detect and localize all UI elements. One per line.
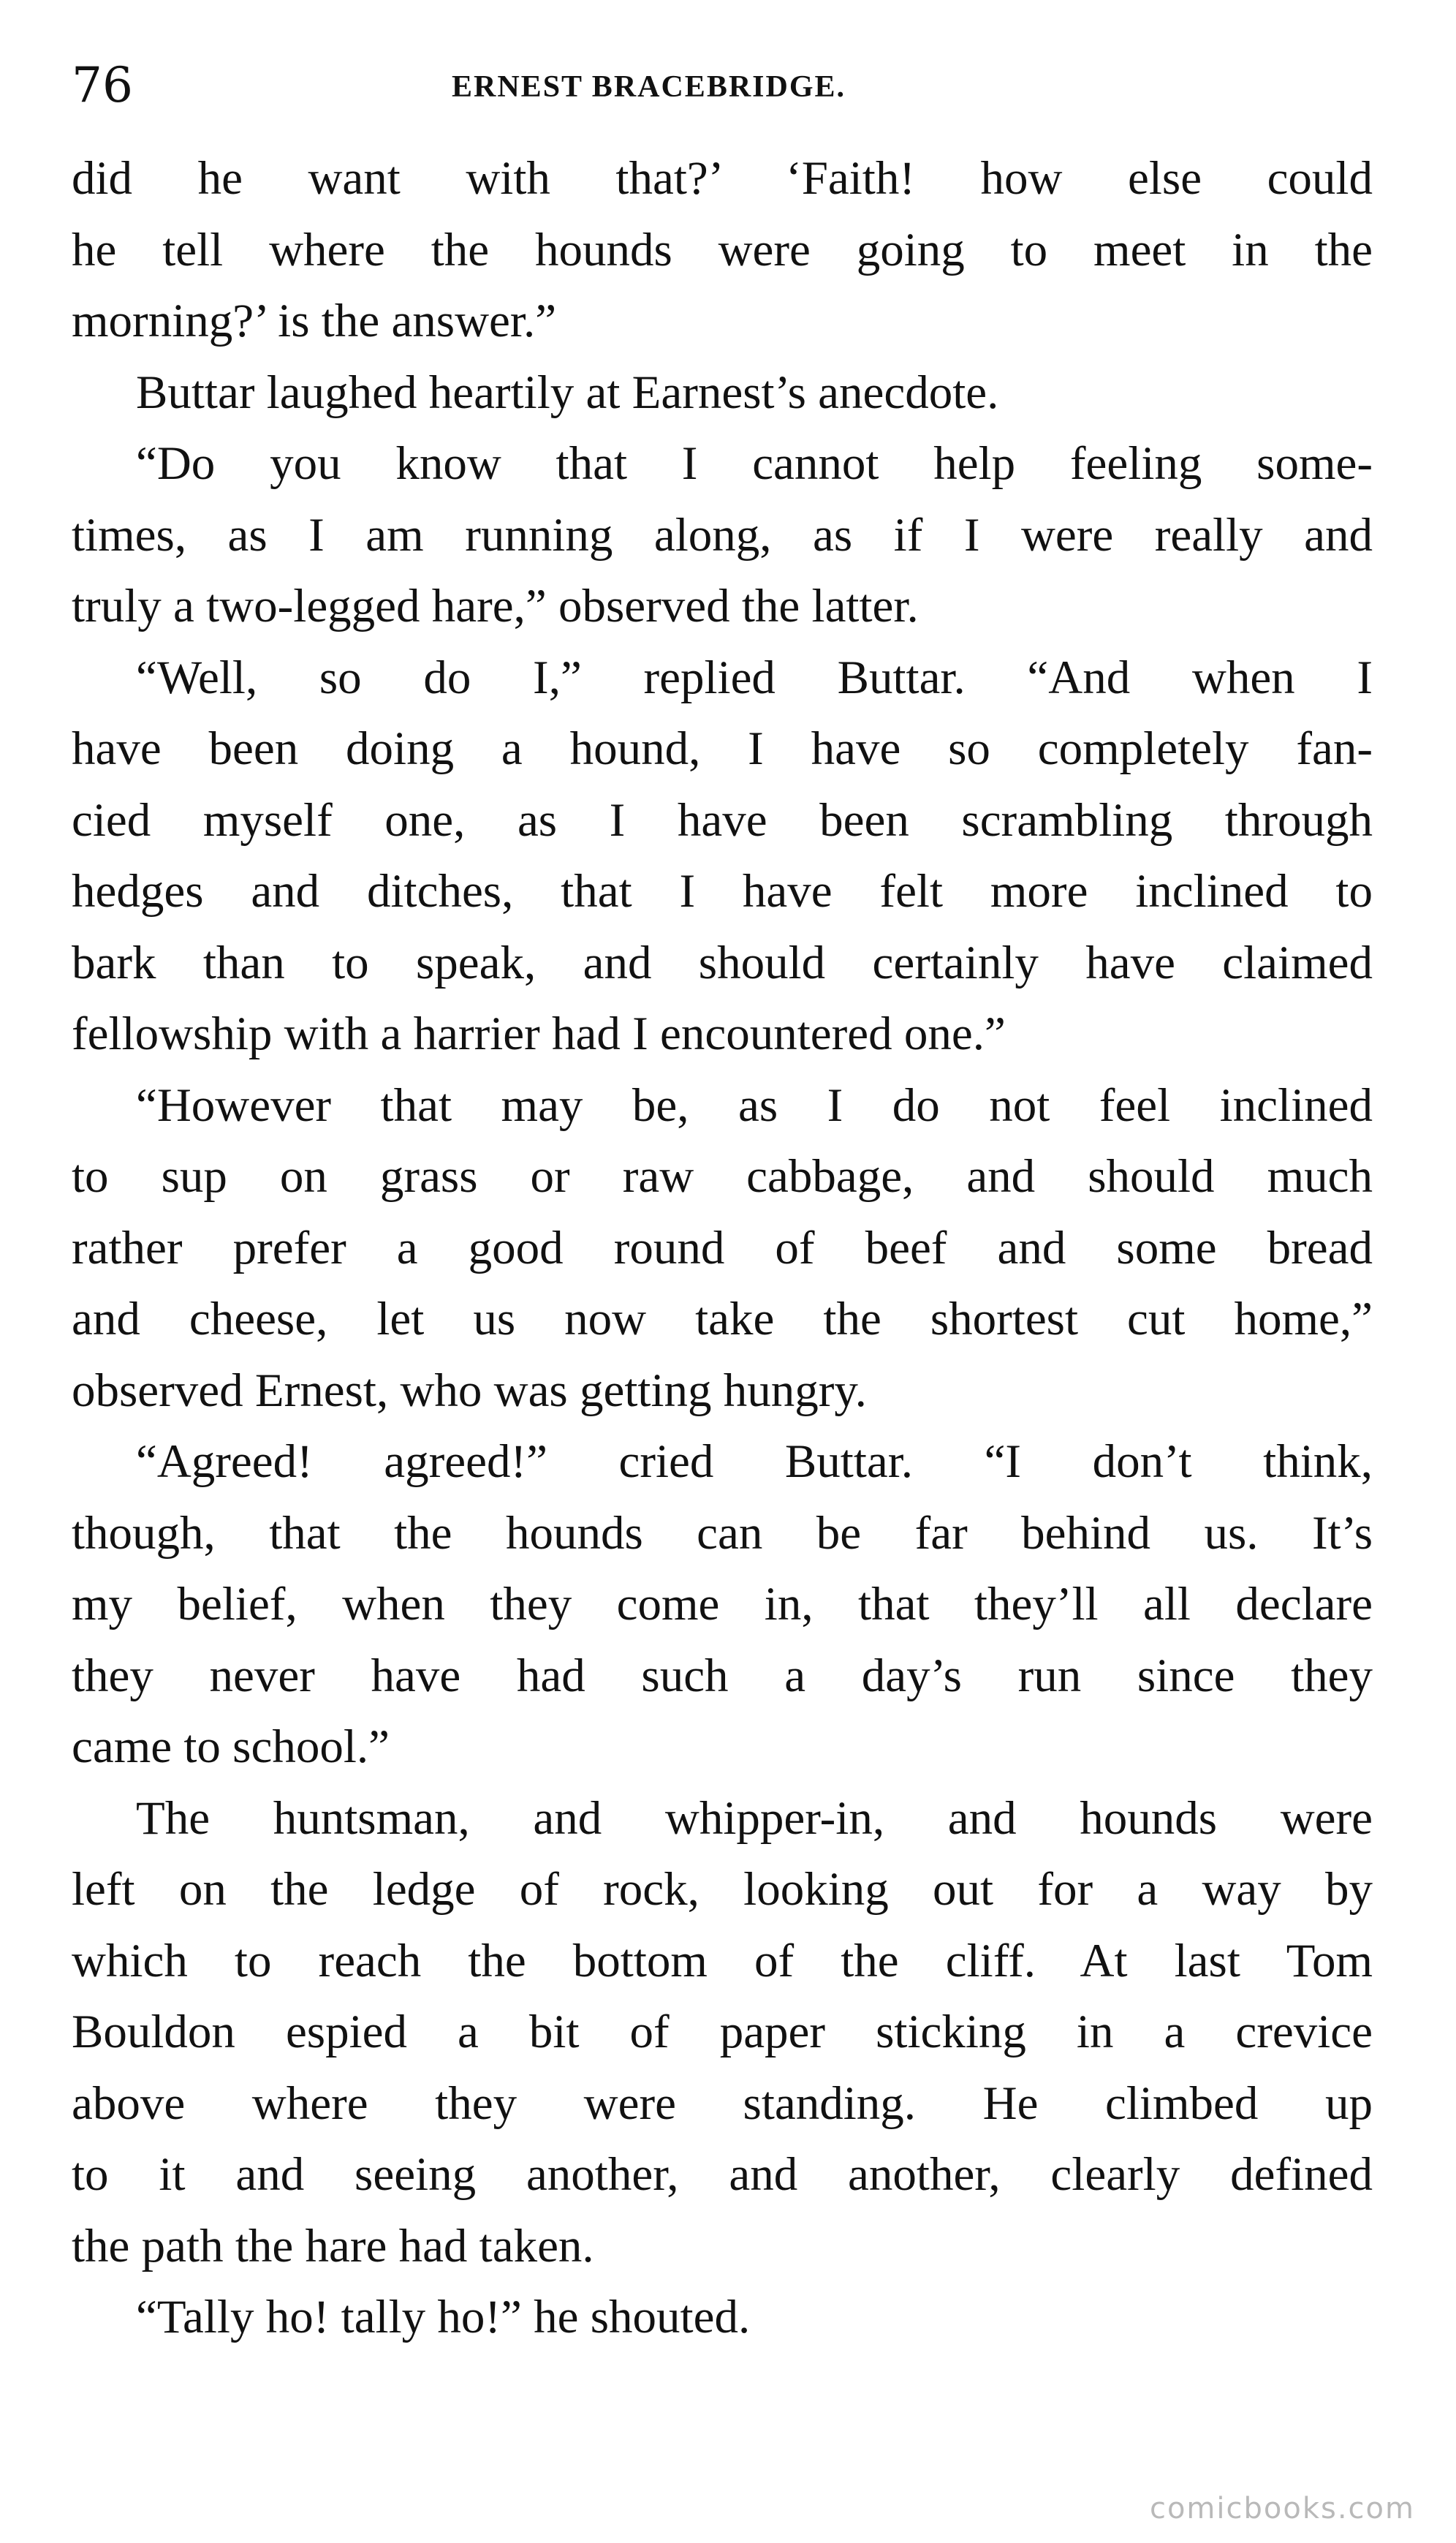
running-head: ERNEST BRACEBRIDGE. xyxy=(452,70,846,104)
text-line: Bouldon espied a bit of paper sticking in a crevice xyxy=(72,2006,1373,2058)
body-text xyxy=(72,143,1373,2354)
text-line: he tell where the hounds were going to meet in the xyxy=(72,223,1373,276)
text-line: “Well, so do I,” replied Buttar. “And when I xyxy=(136,651,1373,704)
text-line: rather prefer a good round of beef and some bread xyxy=(72,1221,1373,1274)
text-line: have been doing a hound, I have so completely fan- xyxy=(72,722,1373,775)
text-line: Buttar laughed heartily at Earnest’s anecdote. xyxy=(136,366,999,419)
text-line: did he want with that?’ ‘Faith! how else could xyxy=(72,152,1373,205)
text-line: “However that may be, as I do not feel inclined xyxy=(136,1078,1373,1132)
text-line: to sup on grass or raw cabbage, and should much xyxy=(72,1150,1373,1203)
text-line: and cheese, let us now take the shortest cut home,” xyxy=(72,1293,1373,1345)
text-line: came to school.” xyxy=(72,1720,390,1773)
text-line: The huntsman, and whipper-in, and hounds were xyxy=(136,1791,1373,1845)
text-line: observed Ernest, who was getting hungry. xyxy=(72,1364,867,1417)
text-line: above where they were standing. He climbed up xyxy=(72,2077,1373,2130)
text-line: bark than to speak, and should certainly have claimed xyxy=(72,936,1373,989)
text-line: which to reach the bottom of the cliff. At last Tom xyxy=(72,1934,1373,1987)
text-line: my belief, when they come in, that they’ll all declare xyxy=(72,1578,1373,1631)
page-header xyxy=(72,57,1376,127)
page-number: 76 xyxy=(72,57,133,113)
text-line: fellowship with a harrier had I encountered one.” xyxy=(72,1008,1006,1060)
text-line: to it and seeing another, and another, clearly defined xyxy=(72,2148,1373,2201)
text-line: “Tally ho! tally ho!” he shouted. xyxy=(136,2291,751,2343)
text-line: left on the ledge of rock, looking out for a way by xyxy=(72,1863,1373,1916)
text-line: though, that the hounds can be far behind us. It’s xyxy=(72,1506,1373,1560)
text-line: truly a two-legged hare,” observed the latter. xyxy=(72,580,919,632)
text-line: they never have had such a day’s run since they xyxy=(72,1649,1373,1702)
watermark-text: comicbooks.com xyxy=(1149,2492,1415,2525)
text-line: morning?’ is the answer.” xyxy=(72,295,557,347)
text-line: “Do you know that I cannot help feeling some- xyxy=(136,437,1373,490)
text-line: “Agreed! agreed!” cried Buttar. “I don’t think, xyxy=(136,1435,1373,1488)
text-line: times, as I am running along, as if I were really and xyxy=(72,508,1373,562)
text-line: hedges and ditches, that I have felt more inclined to xyxy=(72,865,1373,918)
text-line: cied myself one, as I have been scrambling through xyxy=(72,793,1373,847)
text-line: the path the hare had taken. xyxy=(72,2219,594,2272)
